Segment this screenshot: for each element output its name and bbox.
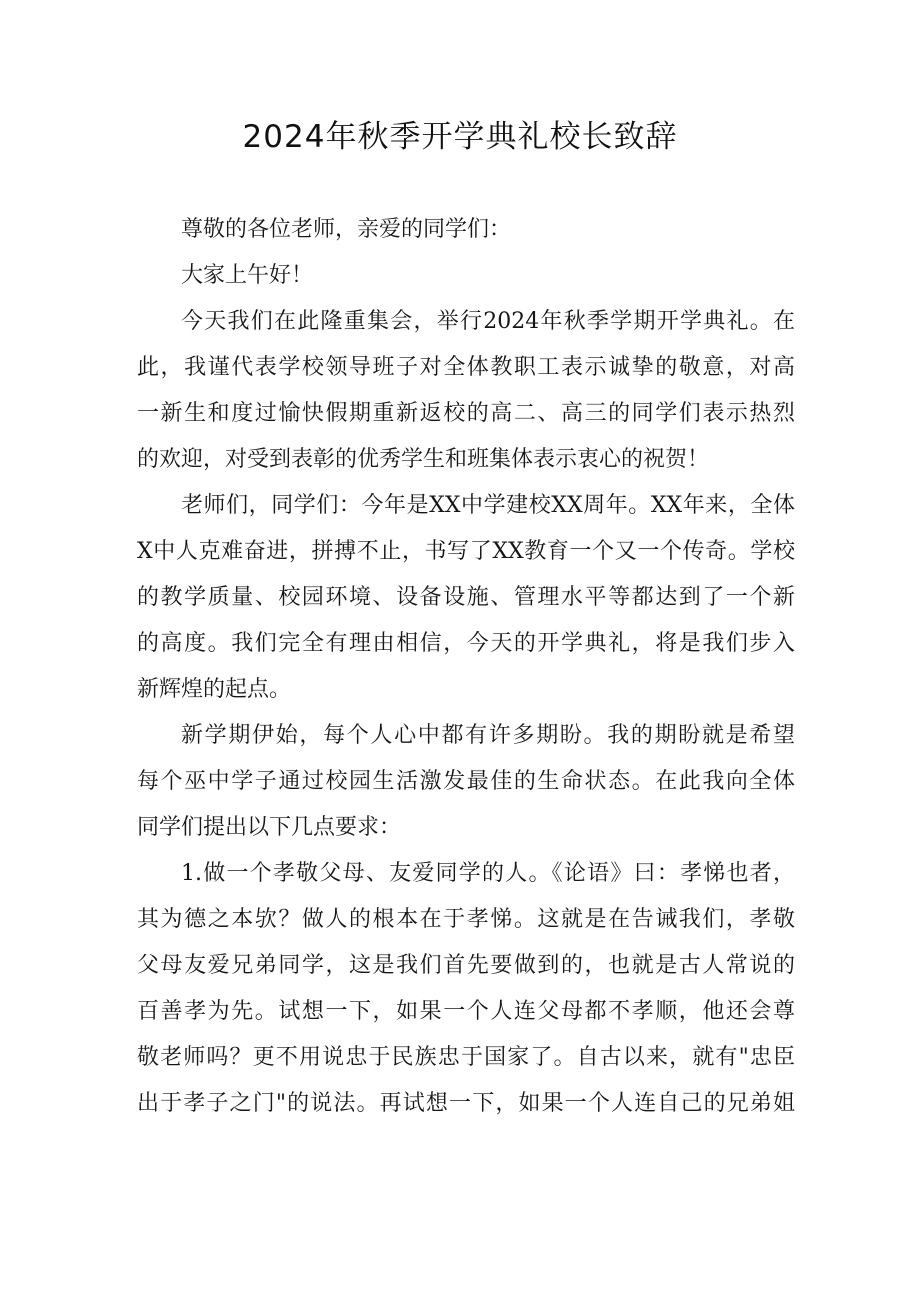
- body-line: 的高度。我们完全有理由相信，今天的开学典礼，将是我们步入: [137, 631, 795, 656]
- body-line: 的欢迎，对受到表彰的优秀学生和班集体表示衷心的祝贺！: [137, 447, 710, 472]
- body-line: 同学们提出以下几点要求：: [137, 815, 402, 840]
- body-line: 每个巫中学子通过校园生活激发最佳的生命状态。在此我向全体: [137, 769, 795, 794]
- document-body: [137, 207, 795, 1127]
- body-line: 尊敬的各位老师，亲爱的同学们：: [181, 217, 512, 242]
- document-title: 2024年秋季开学典礼校长致辞: [242, 119, 678, 155]
- body-line: 1.做一个孝敬父母、友爱同学的人。《论语》曰：孝悌也者，: [181, 861, 795, 886]
- body-line: 一新生和度过愉快假期重新返校的高二、高三的同学们表示热烈: [137, 401, 795, 426]
- body-line: 今天我们在此隆重集会，举行2024年秋季学期开学典礼。在: [181, 309, 795, 334]
- body-line: 出于孝子之门"的说法。再试想一下，如果一个人连自己的兄弟姐: [137, 1091, 795, 1116]
- body-line: 其为德之本欤？做人的根本在于孝悌。这就是在告诫我们，孝敬: [137, 907, 795, 932]
- body-line: 此，我谨代表学校领导班子对全体教职工表示诚挚的敬意，对高: [137, 355, 795, 380]
- body-line: 老师们，同学们：今年是XX中学建校XX周年。XX年来，全体: [181, 493, 795, 518]
- body-line: 的教学质量、校园环境、设备设施、管理水平等都达到了一个新: [137, 585, 795, 610]
- body-line: X中人克难奋进，拼搏不止，书写了XX教育一个又一个传奇。学校: [137, 539, 795, 564]
- body-line: 敬老师吗？更不用说忠于民族忠于国家了。自古以来，就有"忠臣: [137, 1045, 795, 1070]
- body-line: 大家上午好！: [181, 263, 314, 288]
- body-line: 百善孝为先。试想一下，如果一个人连父母都不孝顺，他还会尊: [137, 999, 795, 1024]
- body-line: 新辉煌的起点。: [137, 677, 292, 702]
- body-line: 新学期伊始，每个人心中都有许多期盼。我的期盼就是希望: [181, 723, 795, 748]
- body-line: 父母友爱兄弟同学，这是我们首先要做到的，也就是古人常说的: [137, 953, 795, 978]
